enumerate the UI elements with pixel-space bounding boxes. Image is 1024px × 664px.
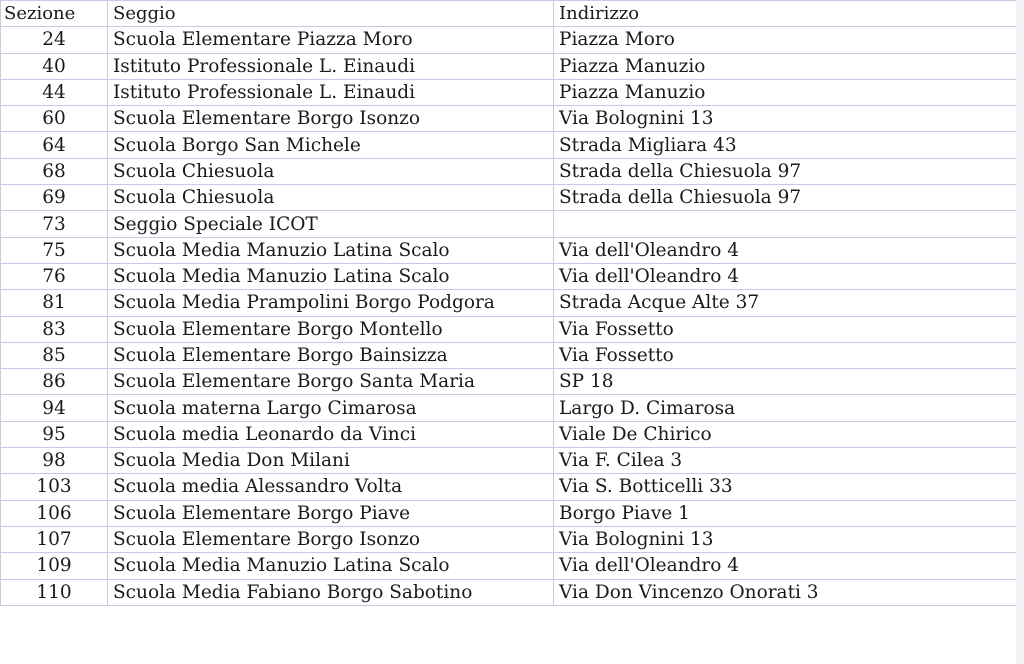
table-row: [1, 27, 1017, 53]
cell-sezione[interactable]: 60: [1, 106, 108, 132]
cell-seggio[interactable]: Scuola Media Fabiano Borgo Sabotino: [108, 579, 554, 605]
cell-indirizzo[interactable]: Via Fossetto: [554, 316, 1017, 342]
cell-sezione[interactable]: 64: [1, 132, 108, 158]
cell-sezione[interactable]: 76: [1, 263, 108, 289]
cell-sezione[interactable]: 107: [1, 526, 108, 552]
cell-seggio[interactable]: Scuola Chiesuola: [108, 158, 554, 184]
cell-sezione[interactable]: 86: [1, 369, 108, 395]
cell-indirizzo[interactable]: Piazza Manuzio: [554, 79, 1017, 105]
cell-indirizzo[interactable]: Via F. Cilea 3: [554, 448, 1017, 474]
table-row: [1, 211, 1017, 237]
cell-sezione[interactable]: 81: [1, 290, 108, 316]
table-row: [1, 316, 1017, 342]
table-row: [1, 106, 1017, 132]
header-sezione[interactable]: Sezione: [1, 1, 108, 27]
cell-indirizzo[interactable]: Piazza Manuzio: [554, 53, 1017, 79]
table-row: [1, 263, 1017, 289]
cell-indirizzo[interactable]: Largo D. Cimarosa: [554, 395, 1017, 421]
cell-indirizzo[interactable]: Borgo Piave 1: [554, 500, 1017, 526]
cell-seggio[interactable]: Scuola materna Largo Cimarosa: [108, 395, 554, 421]
cell-sezione[interactable]: 98: [1, 448, 108, 474]
table-row: [1, 474, 1017, 500]
cell-seggio[interactable]: Scuola Elementare Borgo Montello: [108, 316, 554, 342]
cell-sezione[interactable]: 24: [1, 27, 108, 53]
table-row: [1, 395, 1017, 421]
cell-sezione[interactable]: 94: [1, 395, 108, 421]
cell-seggio[interactable]: Scuola Borgo San Michele: [108, 132, 554, 158]
cell-indirizzo[interactable]: Via dell'Oleandro 4: [554, 237, 1017, 263]
right-edge-strip: [1016, 0, 1024, 664]
cell-indirizzo[interactable]: Via dell'Oleandro 4: [554, 553, 1017, 579]
cell-indirizzo[interactable]: Strada della Chiesuola 97: [554, 185, 1017, 211]
cell-seggio[interactable]: Scuola Media Prampolini Borgo Podgora: [108, 290, 554, 316]
table-row: [1, 500, 1017, 526]
cell-sezione[interactable]: 85: [1, 342, 108, 368]
cell-seggio[interactable]: Scuola Elementare Borgo Piave: [108, 500, 554, 526]
table-row: [1, 237, 1017, 263]
cell-seggio[interactable]: Istituto Professionale L. Einaudi: [108, 53, 554, 79]
cell-indirizzo[interactable]: Via dell'Oleandro 4: [554, 263, 1017, 289]
cell-seggio[interactable]: Scuola Media Manuzio Latina Scalo: [108, 263, 554, 289]
cell-seggio[interactable]: Scuola Elementare Borgo Bainsizza: [108, 342, 554, 368]
table-row: [1, 158, 1017, 184]
table-row: [1, 421, 1017, 447]
cell-indirizzo[interactable]: Strada Migliara 43: [554, 132, 1017, 158]
cell-sezione[interactable]: 40: [1, 53, 108, 79]
cell-indirizzo[interactable]: Via Bolognini 13: [554, 106, 1017, 132]
cell-indirizzo[interactable]: Via Don Vincenzo Onorati 3: [554, 579, 1017, 605]
cell-sezione[interactable]: 110: [1, 579, 108, 605]
table-row: [1, 290, 1017, 316]
table-row: [1, 185, 1017, 211]
cell-indirizzo[interactable]: [554, 211, 1017, 237]
cell-indirizzo[interactable]: Via Bolognini 13: [554, 526, 1017, 552]
cell-seggio[interactable]: Scuola Elementare Borgo Isonzo: [108, 106, 554, 132]
cell-indirizzo[interactable]: Viale De Chirico: [554, 421, 1017, 447]
cell-sezione[interactable]: 75: [1, 237, 108, 263]
cell-sezione[interactable]: 103: [1, 474, 108, 500]
cell-seggio[interactable]: Scuola Chiesuola: [108, 185, 554, 211]
cell-sezione[interactable]: 95: [1, 421, 108, 447]
cell-sezione[interactable]: 109: [1, 553, 108, 579]
cell-indirizzo[interactable]: Via S. Botticelli 33: [554, 474, 1017, 500]
header-indirizzo[interactable]: Indirizzo: [554, 1, 1017, 27]
cell-seggio[interactable]: Istituto Professionale L. Einaudi: [108, 79, 554, 105]
cell-seggio[interactable]: Scuola Media Don Milani: [108, 448, 554, 474]
table-row: [1, 132, 1017, 158]
cell-seggio[interactable]: Scuola Media Manuzio Latina Scalo: [108, 553, 554, 579]
cell-sezione[interactable]: 69: [1, 185, 108, 211]
cell-indirizzo[interactable]: Strada della Chiesuola 97: [554, 158, 1017, 184]
cell-sezione[interactable]: 68: [1, 158, 108, 184]
cell-sezione[interactable]: 106: [1, 500, 108, 526]
header-seggio[interactable]: Seggio: [108, 1, 554, 27]
cell-sezione[interactable]: 83: [1, 316, 108, 342]
cell-sezione[interactable]: 44: [1, 79, 108, 105]
cell-indirizzo[interactable]: Strada Acque Alte 37: [554, 290, 1017, 316]
table-row: [1, 342, 1017, 368]
cell-indirizzo[interactable]: SP 18: [554, 369, 1017, 395]
cell-seggio[interactable]: Scuola media Leonardo da Vinci: [108, 421, 554, 447]
table-row: [1, 79, 1017, 105]
cell-seggio[interactable]: Seggio Speciale ICOT: [108, 211, 554, 237]
table-row: [1, 526, 1017, 552]
cell-seggio[interactable]: Scuola Media Manuzio Latina Scalo: [108, 237, 554, 263]
table-row: [1, 448, 1017, 474]
cell-seggio[interactable]: Scuola Elementare Borgo Isonzo: [108, 526, 554, 552]
table-row: [1, 53, 1017, 79]
cell-seggio[interactable]: Scuola Elementare Borgo Santa Maria: [108, 369, 554, 395]
cell-seggio[interactable]: Scuola media Alessandro Volta: [108, 474, 554, 500]
table-row: [1, 579, 1017, 605]
table-row: [1, 553, 1017, 579]
cell-sezione[interactable]: 73: [1, 211, 108, 237]
cell-seggio[interactable]: Scuola Elementare Piazza Moro: [108, 27, 554, 53]
header-row: [1, 1, 1017, 27]
table-body: [1, 27, 1017, 606]
cell-indirizzo[interactable]: Via Fossetto: [554, 342, 1017, 368]
table-row: [1, 369, 1017, 395]
cell-indirizzo[interactable]: Piazza Moro: [554, 27, 1017, 53]
